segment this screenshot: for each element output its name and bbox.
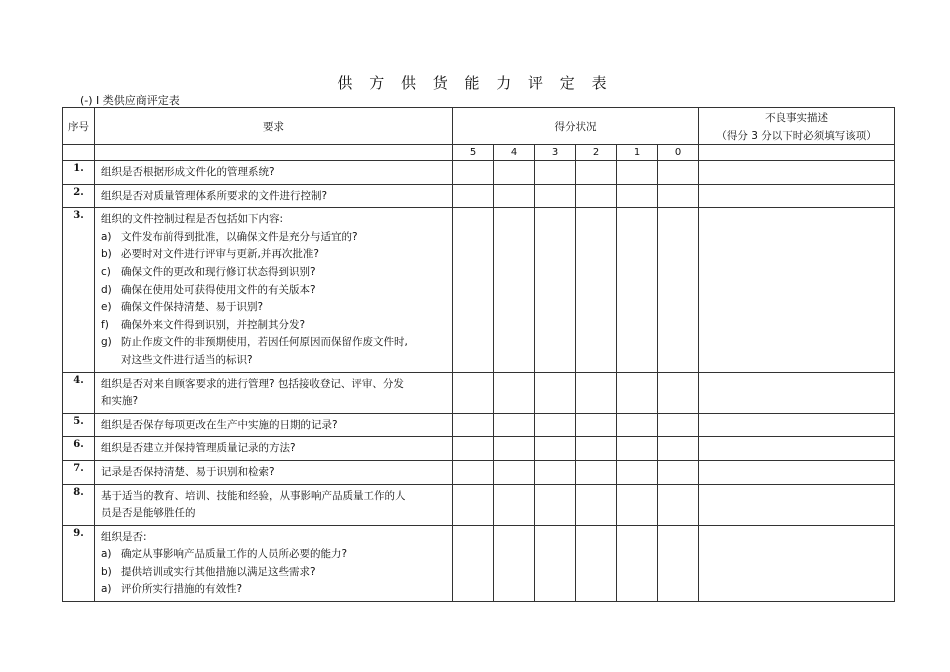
requirement-text-continued: 员是否是能够胜任的 bbox=[101, 507, 196, 520]
score-cell[interactable] bbox=[576, 460, 617, 484]
table-row bbox=[63, 525, 895, 601]
score-cell[interactable] bbox=[494, 525, 535, 601]
score-5-header: 5 bbox=[453, 145, 494, 161]
sub-item-label: a) bbox=[101, 583, 112, 596]
score-cell[interactable] bbox=[658, 484, 699, 525]
score-cell[interactable] bbox=[617, 413, 658, 437]
sub-item bbox=[101, 581, 446, 599]
row-number: 2. bbox=[63, 184, 95, 208]
sub-item-text-continued: 对这些文件进行适当的标识? bbox=[121, 353, 253, 366]
score-cell[interactable] bbox=[576, 372, 617, 413]
sub-item-text: 必要时对文件进行评审与更新,并再次批准? bbox=[121, 248, 319, 261]
score-cell[interactable] bbox=[494, 484, 535, 525]
score-cell[interactable] bbox=[494, 437, 535, 461]
requirement-text: 记录是否保持清楚、易于识别和检索? bbox=[101, 465, 275, 478]
sub-item-label: g) bbox=[101, 336, 112, 349]
sub-item bbox=[101, 299, 446, 317]
score-cell[interactable] bbox=[617, 372, 658, 413]
sub-item-text: 确定从事影响产品质量工作的人员所必要的能力? bbox=[121, 548, 348, 561]
sub-item bbox=[101, 246, 446, 264]
table-row bbox=[63, 208, 895, 372]
score-cell[interactable] bbox=[535, 437, 576, 461]
requirement-cell bbox=[95, 460, 453, 484]
score-cell[interactable] bbox=[535, 484, 576, 525]
score-cell[interactable] bbox=[535, 184, 576, 208]
fact-description-note: （得分 3 分以下时必须填写该项） bbox=[716, 129, 877, 142]
score-cell[interactable] bbox=[494, 208, 535, 372]
sub-item bbox=[101, 546, 446, 564]
score-cell[interactable] bbox=[617, 484, 658, 525]
table-row bbox=[63, 437, 895, 461]
score-cell[interactable] bbox=[576, 437, 617, 461]
row-number: 7. bbox=[63, 460, 95, 484]
sub-item bbox=[101, 564, 446, 582]
score-cell[interactable] bbox=[576, 208, 617, 372]
row-number: 1. bbox=[63, 161, 95, 185]
requirement-text: 组织是否: bbox=[101, 530, 147, 543]
sub-item-text: 确保外来文件得到识别，并控制其分发? bbox=[121, 318, 306, 331]
header-row bbox=[63, 108, 895, 145]
score-cell[interactable] bbox=[535, 460, 576, 484]
fact-description-label: 不良事实描述 bbox=[765, 111, 829, 124]
requirement-cell bbox=[95, 208, 453, 372]
fact-description-cell[interactable] bbox=[699, 208, 895, 372]
score-cell[interactable] bbox=[494, 413, 535, 437]
sub-item-label: b) bbox=[101, 565, 112, 578]
requirement-text: 组织是否保存每项更改在生产中实施的日期的记录? bbox=[101, 418, 338, 431]
requirement-text: 组织是否对质量管理体系所要求的文件进行控制? bbox=[101, 189, 328, 202]
score-cell[interactable] bbox=[453, 208, 494, 372]
score-cell[interactable] bbox=[494, 184, 535, 208]
requirement-text: 组织是否根据形成文件化的管理系统? bbox=[101, 166, 275, 178]
score-cell[interactable] bbox=[658, 161, 699, 185]
score-cell[interactable] bbox=[617, 184, 658, 208]
table-row bbox=[63, 460, 895, 484]
sub-item-label: c) bbox=[101, 265, 111, 278]
score-cell[interactable] bbox=[535, 161, 576, 185]
sub-item-label: a) bbox=[101, 548, 112, 561]
score-cell[interactable] bbox=[658, 437, 699, 461]
score-cell[interactable] bbox=[617, 525, 658, 601]
requirement-cell bbox=[95, 161, 453, 185]
sub-item bbox=[101, 334, 446, 352]
score-cell[interactable] bbox=[453, 460, 494, 484]
score-cell[interactable] bbox=[494, 161, 535, 185]
score-cell[interactable] bbox=[535, 413, 576, 437]
fact-description-cell[interactable] bbox=[699, 413, 895, 437]
score-cell[interactable] bbox=[494, 460, 535, 484]
row-number: 4. bbox=[63, 372, 95, 413]
row-number: 8. bbox=[63, 484, 95, 525]
score-4-header: 4 bbox=[494, 145, 535, 161]
row-number: 9. bbox=[63, 525, 95, 601]
score-cell[interactable] bbox=[453, 484, 494, 525]
requirement-cell bbox=[95, 525, 453, 601]
score-cell[interactable] bbox=[535, 372, 576, 413]
score-cell[interactable] bbox=[494, 372, 535, 413]
table-row bbox=[63, 184, 895, 208]
score-cell[interactable] bbox=[576, 161, 617, 185]
fact-description-cell[interactable] bbox=[699, 161, 895, 185]
table-row bbox=[63, 161, 895, 185]
sub-item-text: 确保文件的更改和现行修订状态得到识别? bbox=[121, 265, 316, 278]
sub-item-text: 防止作废文件的非预期使用，若因任何原因而保留作废文件时, bbox=[121, 336, 408, 349]
evaluation-table bbox=[62, 107, 895, 602]
score-cell[interactable] bbox=[576, 413, 617, 437]
requirement-cell bbox=[95, 413, 453, 437]
sub-item bbox=[101, 317, 446, 335]
score-cell[interactable] bbox=[658, 460, 699, 484]
score-cell[interactable] bbox=[453, 413, 494, 437]
requirement-cell bbox=[95, 372, 453, 413]
score-scale-row bbox=[63, 145, 895, 161]
score-cell[interactable] bbox=[576, 484, 617, 525]
requirement-cell bbox=[95, 484, 453, 525]
score-cell[interactable] bbox=[453, 525, 494, 601]
fact-description-cell[interactable] bbox=[699, 184, 895, 208]
requirement-text: 基于适当的教育、培训、技能和经验，从事影响产品质量工作的人 bbox=[101, 489, 406, 502]
requirement-text: 组织的文件控制过程是否包括如下内容: bbox=[101, 213, 284, 226]
requirement-text: 组织是否对来自顾客要求的进行管理? 包括接收登记、评审、分发 bbox=[101, 377, 404, 390]
table-subtitle: (-) Ⅰ 类供应商评定表 bbox=[80, 94, 180, 107]
sub-item-label: a) bbox=[101, 230, 112, 243]
fact-description-cell[interactable] bbox=[699, 484, 895, 525]
score-cell[interactable] bbox=[658, 525, 699, 601]
score-cell[interactable] bbox=[617, 161, 658, 185]
score-cell[interactable] bbox=[576, 184, 617, 208]
fact-description-cell[interactable] bbox=[699, 460, 895, 484]
row-number: 6. bbox=[63, 437, 95, 461]
score-cell[interactable] bbox=[576, 525, 617, 601]
fact-description-cell[interactable] bbox=[699, 372, 895, 413]
row-number: 3. bbox=[63, 208, 95, 372]
score-cell[interactable] bbox=[535, 208, 576, 372]
sub-item bbox=[101, 229, 446, 247]
sub-item-label: f) bbox=[101, 318, 109, 331]
sub-item-text: 评价所实行措施的有效性? bbox=[121, 583, 243, 596]
score-cell[interactable] bbox=[617, 437, 658, 461]
score-cell[interactable] bbox=[658, 372, 699, 413]
score-cell[interactable] bbox=[453, 437, 494, 461]
sub-item-text: 确保在使用处可获得使用文件的有关版本? bbox=[121, 283, 316, 296]
sub-item-label: e) bbox=[101, 301, 112, 314]
fact-description-header bbox=[699, 108, 895, 145]
page-title: 供 方 供 货 能 力 评 定 表 bbox=[337, 74, 613, 92]
requirement-header: 要求 bbox=[95, 108, 453, 145]
score-status-header: 得分状况 bbox=[453, 108, 699, 145]
fact-description-cell[interactable] bbox=[699, 525, 895, 601]
score-cell[interactable] bbox=[453, 161, 494, 185]
sub-item-label: d) bbox=[101, 283, 112, 296]
table-row bbox=[63, 413, 895, 437]
sub-item bbox=[101, 264, 446, 282]
requirement-text-continued: 和实施? bbox=[101, 395, 139, 408]
score-0-header: 0 bbox=[658, 145, 699, 161]
sub-item bbox=[101, 282, 446, 300]
table-row bbox=[63, 484, 895, 525]
row-number: 5. bbox=[63, 413, 95, 437]
score-cell[interactable] bbox=[617, 460, 658, 484]
fact-description-cell[interactable] bbox=[699, 437, 895, 461]
score-2-header: 2 bbox=[576, 145, 617, 161]
score-cell[interactable] bbox=[535, 525, 576, 601]
score-cell[interactable] bbox=[658, 413, 699, 437]
requirement-text: 组织是否建立并保持管理质量记录的方法? bbox=[101, 442, 296, 455]
score-1-header: 1 bbox=[617, 145, 658, 161]
score-cell[interactable] bbox=[617, 208, 658, 372]
score-cell[interactable] bbox=[453, 372, 494, 413]
requirement-cell bbox=[95, 437, 453, 461]
score-3-header: 3 bbox=[535, 145, 576, 161]
score-cell[interactable] bbox=[453, 184, 494, 208]
score-cell[interactable] bbox=[658, 184, 699, 208]
sub-item-text: 文件发布前得到批准，以确保文件是充分与适宜的? bbox=[121, 230, 358, 243]
seq-header: 序号 bbox=[63, 108, 95, 145]
score-cell[interactable] bbox=[658, 208, 699, 372]
sub-item-text: 提供培训或实行其他措施以满足这些需求? bbox=[121, 565, 316, 578]
requirement-cell bbox=[95, 184, 453, 208]
sub-item-label: b) bbox=[101, 248, 112, 261]
sub-item-text: 确保文件保持清楚、易于识别? bbox=[121, 301, 264, 314]
table-row bbox=[63, 372, 895, 413]
